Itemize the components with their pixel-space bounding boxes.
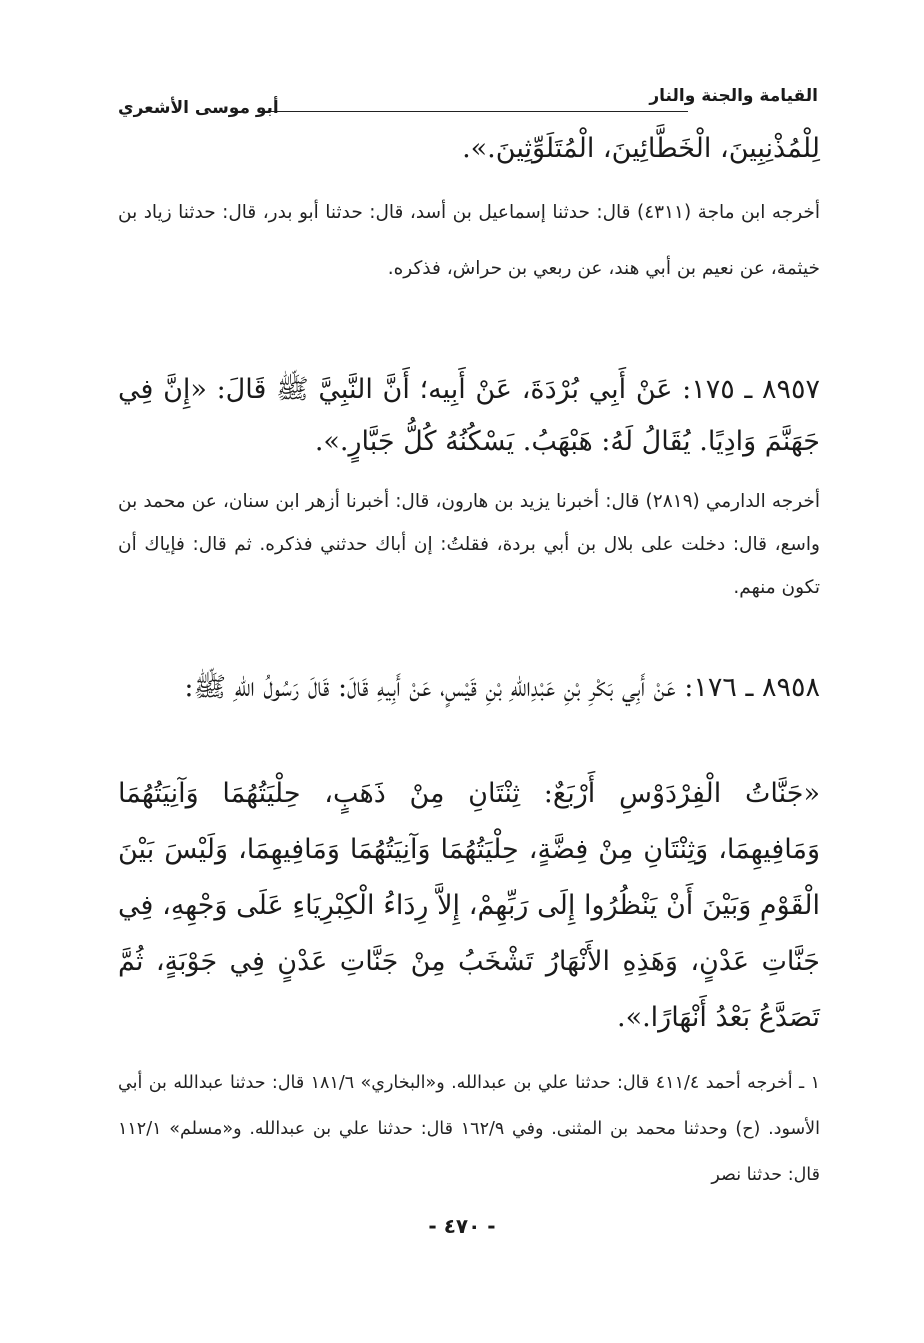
hadith-continuation: لِلْمُذْنِبِينَ، الْخَطَّائِينَ، الْمُتَلَوِّثِينَ.». bbox=[462, 133, 820, 164]
header-rule bbox=[258, 111, 688, 112]
page-number: - ٤٧٠ - bbox=[428, 1214, 496, 1238]
takhrij-paragraph-1: أخرجه ابن ماجة (٤٣١١) قال: حدثنا إسماعيل بن أسد، قال: حدثنا أبو بدر، قال: حدثنا زياد بن خيثمة، عن نعيم بن أبي هند، عن ربعي بن حراش، فذكره. bbox=[118, 202, 820, 279]
page-header bbox=[118, 84, 818, 124]
takhrij-paragraph-2: أخرجه الدارمي (٢٨١٩) قال: أخبرنا يزيد بن هارون، قال: أخبرنا أزهر ابن سنان، عن محمد بن واسع، قال: دخلت على بلال بن أبي بردة، فقلتُ: إن أباك حدثني فذكره. ثم قال: فإياك أن تكون منهم. bbox=[118, 491, 820, 598]
hadith-8957: ٨٩٥٧ ـ ١٧٥: عَنْ أَبِي بُرْدَةَ، عَنْ أَبِيه؛ أَنَّ النَّبِيَّ ﷺ قَالَ: «إِنَّ فِي جَهَنَّمَ وَادِيًا. يُقَالُ لَهُ: هَبْهَبُ. يَسْكُنُهُ كُلُّ جَبَّارٍ.». bbox=[118, 374, 821, 457]
author-name: أبو موسى الأشعري bbox=[118, 98, 279, 118]
hadith-8958-intro: ٨٩٥٨ ـ ١٧٦: عَنْ أَبِي بَكْرِ بْنِ عَبْدِاللهِ بْنِ قَيْسٍ، عَنْ أَبِيهِ قَالَ: قَالَ رَسُولُ اللهِ ﷺ: bbox=[184, 672, 820, 703]
footnote: ١ ـ أخرجه أحمد ٤١١/٤ قال: حدثنا علي بن عبدالله. و«البخاري» ١٨١/٦ قال: حدثنا عبدالله بن أبي الأسود. (ح) وحدثنا محمد بن المثنى. وفي ١٦٢/٩ قال: حدثنا علي بن عبدالله. و«مسلم» ١١٢/١ قال: حدثنا نصر bbox=[118, 1073, 820, 1185]
running-title: القيامة والجنة والنار bbox=[649, 86, 818, 106]
hadith-8958-text: «جَنَّاتُ الْفِرْدَوْسِ أَرْبَعٌ: ثِنْتَانِ مِنْ ذَهَبٍ، حِلْيَتُهُمَا وَآنِيَتُهُمَا وَمَافِيهِمَا، وَثِنْتَانِ مِنْ فِضَّةٍ، حِلْيَتُهُمَا وَآنِيَتُهُمَا وَمَافِيهِمَا، وَلَيْسَ بَيْنَ الْقَوْمِ وَبَيْنَ أَنْ يَنْظُرُوا إِلَى رَبِّهِمْ، إِلاَّ رِدَاءُ الْكِبْرِيَاءِ عَلَى وَجْهِهِ، فِي جَنَّاتِ عَدْنٍ، وَهَذِهِ الأَنْهَارُ تَشْخَبُ مِنْ جَنَّاتِ عَدْنٍ فِي جَوْبَةٍ، ثُمَّ تَصَدَّعُ بَعْدُ أَنْهَارًا.». bbox=[118, 778, 820, 1033]
